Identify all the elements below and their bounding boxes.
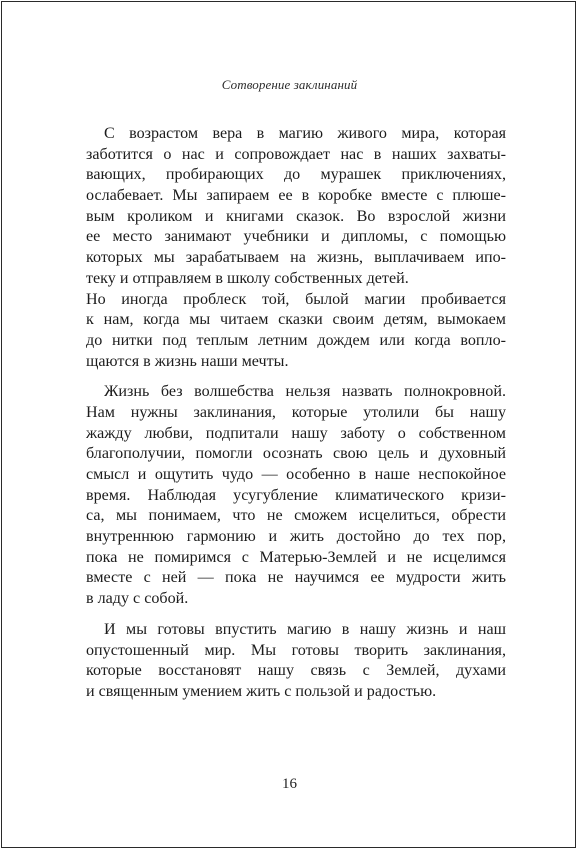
body-text [86, 124, 506, 703]
text-line: и священным умением жить с пользой и радостью. [86, 682, 437, 700]
text-line: ослабевает. Мы запираем ее в коробке вместе с плюше- [86, 187, 506, 205]
text-line: вающих, пробирающих до мурашек приключениях, [86, 166, 506, 184]
text-line: жажду любви, подпитали нашу заботу о собственном [86, 424, 506, 442]
text-line: в ладу с собой. [86, 590, 189, 608]
text-line: которые восстановят нашу связь с Землей, духами [86, 662, 506, 680]
text-line: заботится о нас и сопровождает нас в наших захваты- [86, 145, 506, 163]
text-line: Но иногда проблеск той, былой магии пробивается [86, 290, 506, 308]
paragraph-1 [86, 124, 506, 372]
text-line: И мы готовы впустить магию в нашу жизнь и наш [104, 620, 506, 638]
text-line: к нам, когда мы читаем сказки своим детям, вымокаем [86, 311, 506, 329]
text-line: Жизнь без волшебства нельзя назвать полнокровной. [104, 383, 506, 401]
text-line: ее место занимают учебники и дипломы, с помощью [86, 228, 506, 246]
text-line: которых мы зарабатываем на жизнь, выплачиваем ипо- [86, 249, 506, 267]
text-line: пока не помиримся с Матерью-Землей и не исцелимся [86, 548, 506, 566]
text-line: время. Наблюдая усугубление климатического кризи- [86, 486, 506, 504]
paragraph-3 [86, 620, 506, 703]
text-line: Нам нужны заклинания, которые утолили бы нашу [86, 403, 506, 421]
text-line: С возрастом вера в магию живого мира, которая [104, 125, 506, 142]
text-line: внутреннюю гармонию и жить достойно до тех пор, [86, 528, 506, 546]
text-line: вым кроликом и книгами сказок. Во взрослой жизни [86, 207, 506, 225]
page-number: 16 [282, 776, 297, 792]
text-line: теку и отправляем в школу собственных детей. [86, 269, 409, 287]
text-line: вместе с ней — пока не научимся ее мудрости жить [86, 569, 506, 587]
text-line: смысл и ощутить чудо — особенно в наше неспокойное [86, 466, 506, 483]
text-line: щаются в жизнь наши мечты. [86, 352, 289, 370]
text-line: опустошенный мир. Мы готовы творить заклинания, [86, 641, 506, 659]
text-line: благополучии, помогли осознать свою цель и духовный [86, 445, 506, 463]
text-line: са, мы понимаем, что не сможем исцелиться, обрести [86, 507, 506, 525]
paragraph-2 [86, 382, 506, 610]
running-head: Сотворение заклинаний [221, 77, 358, 92]
text-line: до нитки под теплым летним дождем или когда вопло- [86, 331, 506, 349]
